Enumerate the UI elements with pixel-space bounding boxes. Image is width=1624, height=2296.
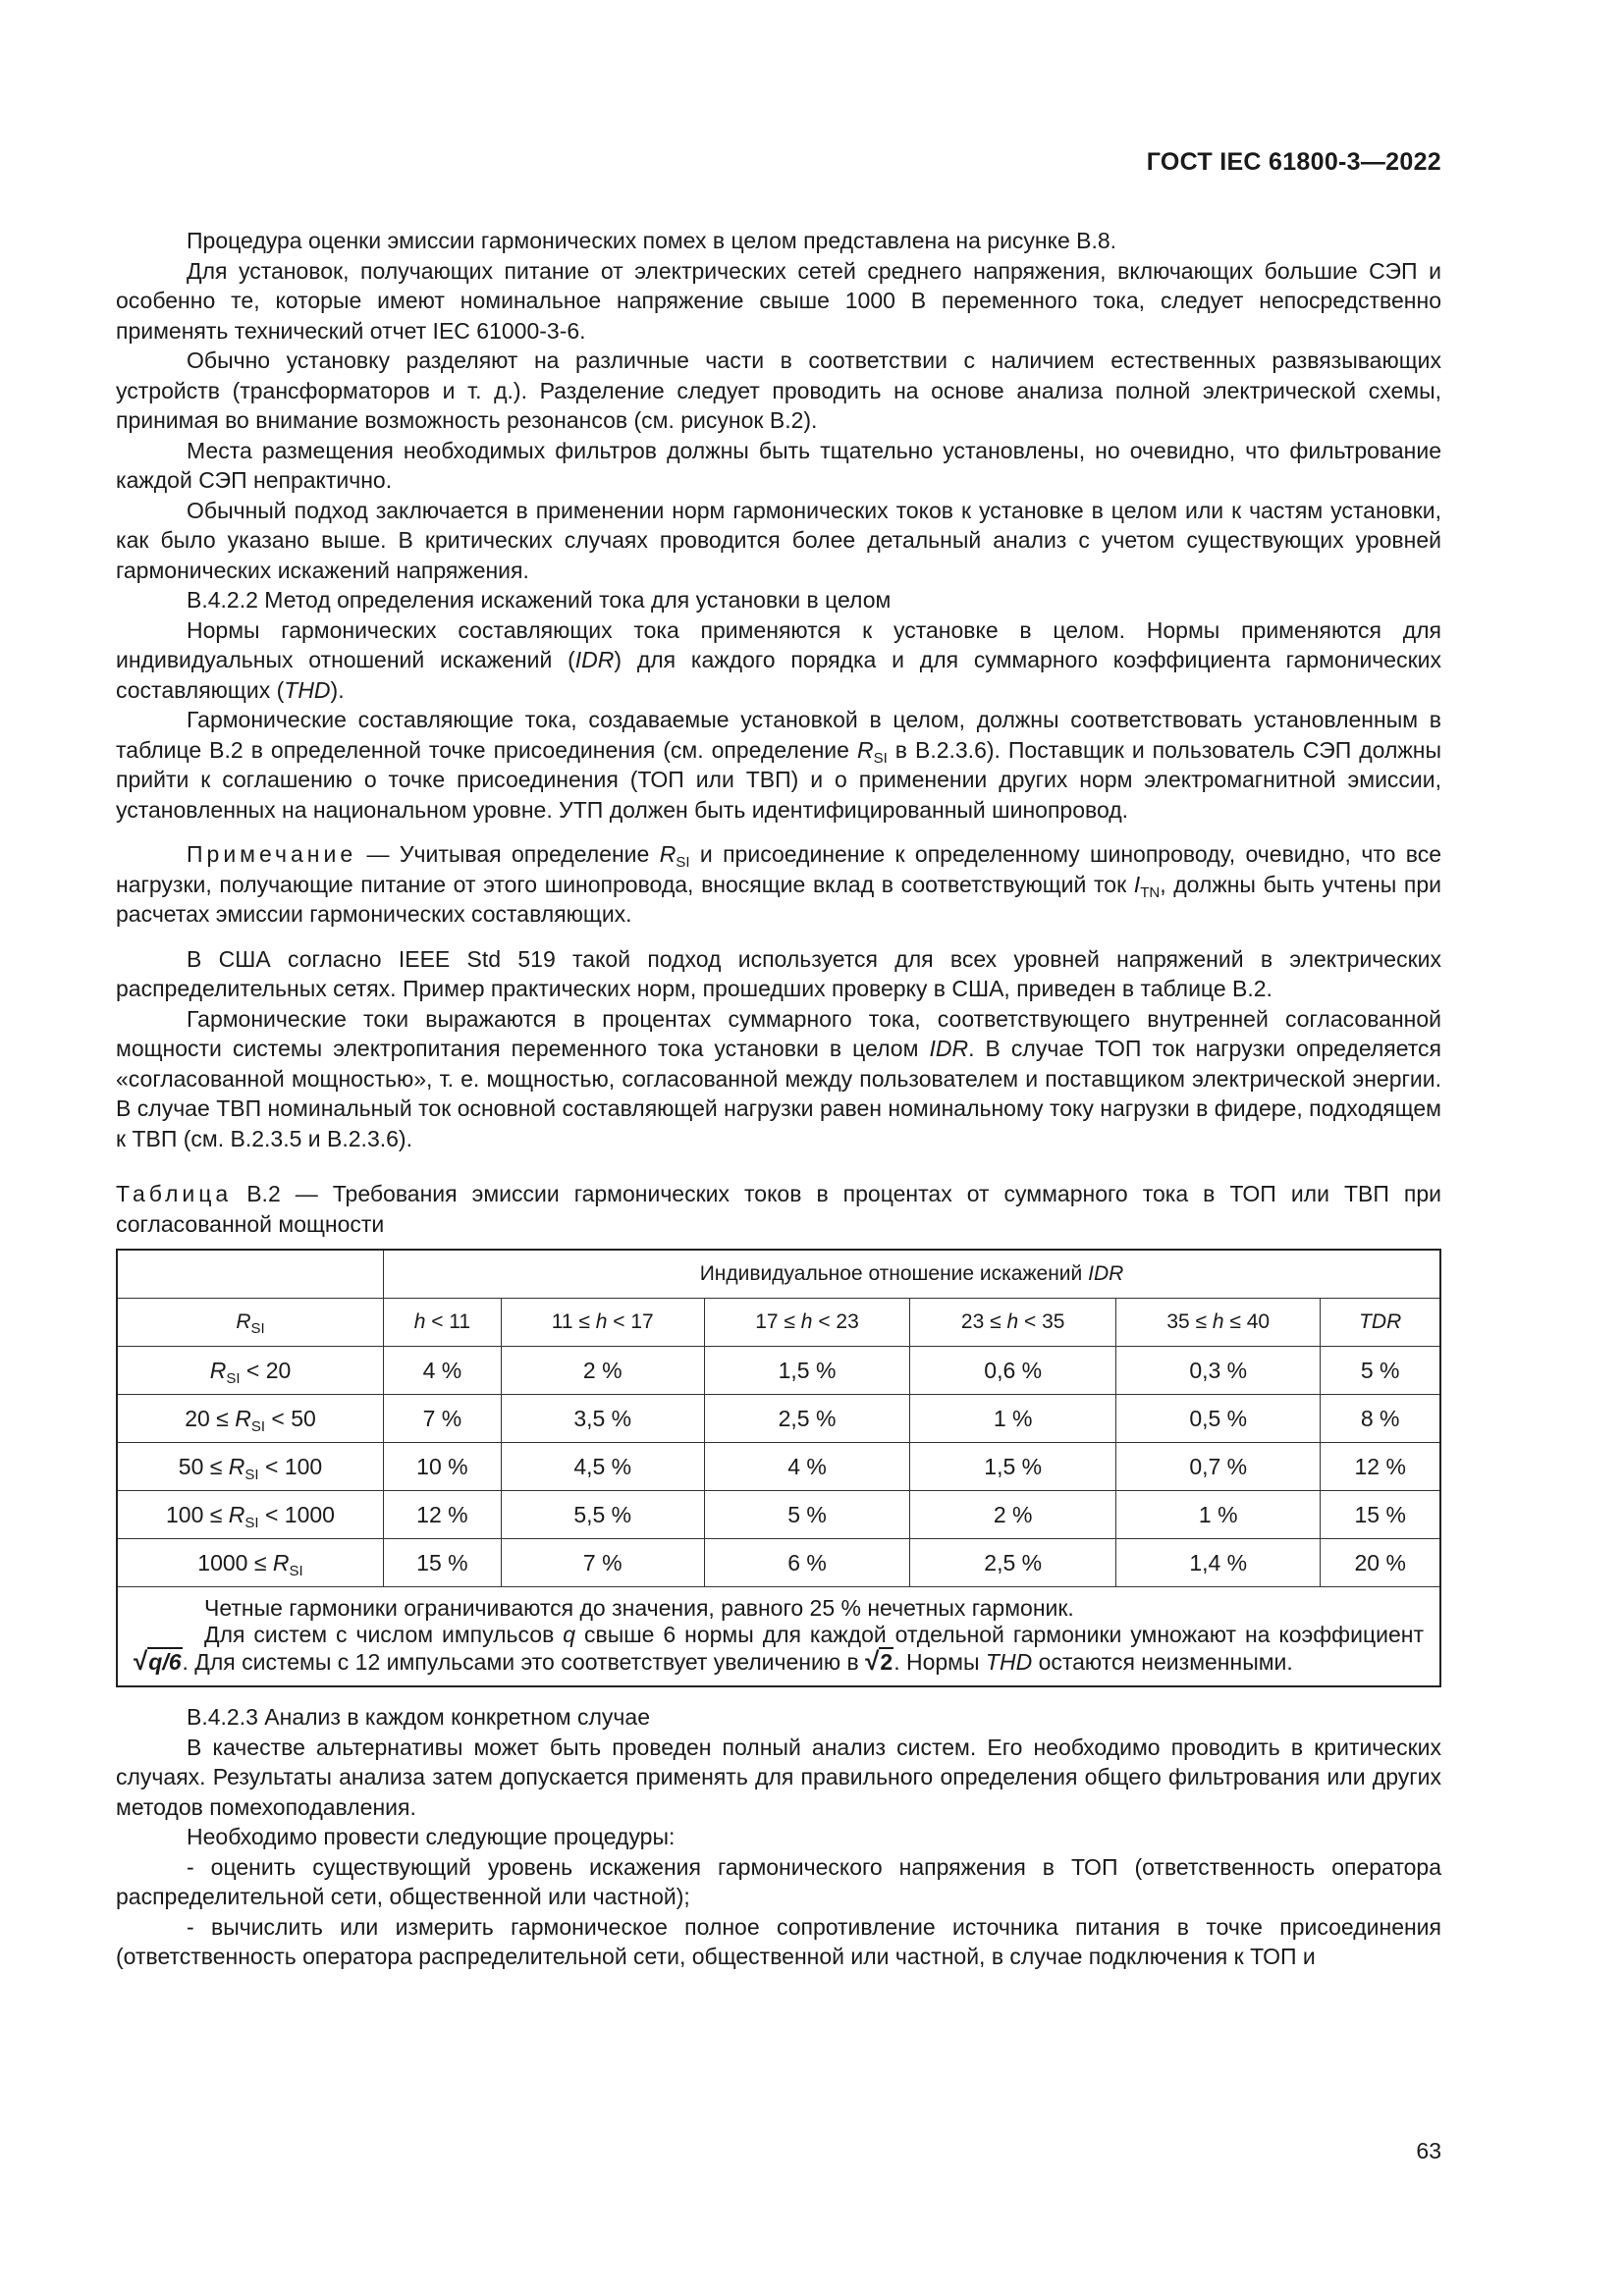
table-header-cell: 11 ≤ h < 17 xyxy=(501,1299,704,1347)
table-row-label: $20 \le R_{SI} < 50$ xyxy=(117,1395,384,1443)
table-cell: 20 % xyxy=(1321,1539,1440,1587)
table-cell: 1,5 % xyxy=(910,1443,1116,1491)
table-header-tdr: TDR xyxy=(1321,1299,1440,1347)
section-heading: В.4.2.2 Метод определения искажений тока для установки в целом xyxy=(187,587,892,613)
table-cell: 10 % xyxy=(384,1443,502,1491)
table-corner-cell xyxy=(117,1250,384,1299)
page-number: 63 xyxy=(1416,2138,1441,2163)
list-item: - оценить существующий уровень искажения гармонического напряжения в ТОП (ответственность оператора распределительной сети, общественной или частной); xyxy=(116,1853,1441,1909)
paragraph: Процедура оценки эмиссии гармонических помех в целом представлена на рисунке В.8. xyxy=(187,228,1117,253)
footnote-line: Четные гармоники ограничиваются до значения, равного 25 % нечетных гармоник. xyxy=(204,1595,1074,1621)
table-cell: 1 % xyxy=(1116,1491,1321,1539)
table-footnote xyxy=(117,1587,1440,1687)
paragraph: В качестве альтернативы может быть проведен полный анализ систем. Его необходимо проводить в критических случаях. Результаты анализа затем допускается применять для правильного определения общего фильтрования или других методов помехоподавления. xyxy=(116,1734,1441,1820)
table-cell: 12 % xyxy=(1321,1443,1440,1491)
table-caption: Таблица В.2 — Требования эмиссии гармонических токов в процентах от суммарного тока в ТОП или ТВП при согласованной мощности xyxy=(116,1181,1441,1237)
table-cell: 12 % xyxy=(384,1491,502,1539)
paragraph: Для установок, получающих питание от электрических сетей среднего напряжения, включающих большие СЭП и особенно те, которые имеют номинальное напряжение свыше 1000 В переменного тока, следует непосредственно применять технический отчет IEC 61000-3-6. xyxy=(116,257,1441,344)
table-cell: 15 % xyxy=(384,1539,502,1587)
table-header-cell: 35 ≤ h ≤ 40 xyxy=(1116,1299,1321,1347)
table-cell: 8 % xyxy=(1321,1395,1440,1443)
table-cell: 3,5 % xyxy=(501,1395,704,1443)
table-cell: 7 % xyxy=(384,1395,502,1443)
table-cell: 2 % xyxy=(501,1347,704,1395)
table-cell: 1,4 % xyxy=(1116,1539,1321,1587)
table-cell: 2 % xyxy=(910,1491,1116,1539)
table-cell: 4 % xyxy=(384,1347,502,1395)
table-header-cell: h < 11 xyxy=(384,1299,502,1347)
paragraph-norms: Нормы гармонических составляющих тока применяются к установке в целом. Нормы применяются для индивидуальных отношений искажений (IDR) для каждого порядка и для суммарного коэффициента гармонических составляющих (THD). xyxy=(116,616,1441,703)
table-cell: 5,5 % xyxy=(501,1491,704,1539)
footnote-line: Для систем с числом импульсов q свыше 6 нормы для каждой отдельной гармоники умножают на коэффициент √q/6. Для системы с 12 импульсами это соответствует увеличению в √2. Нормы THD остаются неизменными. xyxy=(134,1622,1424,1676)
paragraph-usa: В США согласно IEEE Std 519 такой подход используется для всех уровней напряжений в электрических распределительных сетях. Пример практических норм, прошедших проверку в США, приведен в таблице В.2. xyxy=(116,945,1441,1001)
table-cell: 2,5 % xyxy=(704,1395,910,1443)
table-group-header-row xyxy=(117,1250,1440,1299)
table-cell: 5 % xyxy=(1321,1347,1440,1395)
table-row xyxy=(117,1395,1440,1443)
table-footnote-row xyxy=(117,1587,1440,1687)
paragraph: Необходимо провести следующие процедуры: xyxy=(187,1824,676,1849)
table-cell: 2,5 % xyxy=(910,1539,1116,1587)
table-header-cell: 23 ≤ h < 35 xyxy=(910,1299,1116,1347)
paragraph: Обычный подход заключается в применении норм гармонических токов к установке в целом или к частям установки, как было указано выше. В критических случаях проводится более детальный анализ с учетом существующих уровней гармонических искажений напряжения. xyxy=(116,497,1441,583)
table-cell: 15 % xyxy=(1321,1491,1440,1539)
sqrt-q6-formula: √q/6 xyxy=(134,1646,182,1676)
document-header: ГОСТ IEC 61800-3—2022 xyxy=(1146,148,1441,176)
table-cell: 4 % xyxy=(704,1443,910,1491)
sqrt-2-formula: √2 xyxy=(865,1646,893,1676)
table-row xyxy=(117,1491,1440,1539)
table-row xyxy=(117,1347,1440,1395)
table-cell: 1 % xyxy=(910,1395,1116,1443)
note-paragraph: Примечание — Учитывая определение $R_{SI}$ и присоединение к определенному шинопроводу, очевидно, что все нагрузки, получающие питание от этого шинопровода, вносящие вклад в соответствующий ток $I_{TN}$, должны быть учтены при расчетах эмиссии гармонических составляющих. xyxy=(116,841,1442,927)
table-cell: 0,6 % xyxy=(910,1347,1116,1395)
table-group-header: Индивидуальное отношение искажений IDR xyxy=(384,1250,1441,1299)
note-label: Примечание xyxy=(187,841,357,867)
table-cell: 0,5 % xyxy=(1116,1395,1321,1443)
paragraph-harmonics: Гармонические токи выражаются в процентах суммарного тока, соответствующего внутренней согласованной мощности системы электропитания переменного тока установки в целом IDR. В случае ТОП ток нагрузки определяется «согласованной мощностью», т. е. мощностью, согласованной между пользователем и поставщиком электрической энергии. В случае ТВП номинальный ток основной составляющей нагрузки равен номинальному току нагрузки в фидере, подходящем к ТВП (см. В.2.3.5 и В.2.3.6). xyxy=(116,1005,1441,1151)
table-cell: 6 % xyxy=(704,1539,910,1587)
harmonic-limits-table xyxy=(116,1249,1441,1687)
table-row-label: $100 \le R_{SI} < 1000$ xyxy=(117,1491,384,1539)
table-cell: 1,5 % xyxy=(704,1347,910,1395)
table-header-row xyxy=(117,1299,1440,1347)
page-body xyxy=(116,226,1441,1972)
table-row-label: $R_{SI} < 20$ xyxy=(117,1347,384,1395)
paragraph: Обычно установку разделяют на различные части в соответствии с наличием естественных развязывающих устройств (трансформаторов и т. д.). Разделение следует проводить на основе анализа полной электрической схемы, принимая во внимание возможность резонансов (см. рисунок В.2). xyxy=(116,347,1441,433)
table-cell: 0,7 % xyxy=(1116,1443,1321,1491)
table-row-label: $50 \le R_{SI} < 100$ xyxy=(117,1443,384,1491)
paragraph-components: Гармонические составляющие тока, создаваемые установкой в целом, должны соответствовать установленным в таблице В.2 в определенной точке присоединения (см. определение $R_{SI}$ в В.2.3.6). Поставщик и пользователь СЭП должны прийти к соглашению о точке присоединения (ТОП или ТВП) и о применении других норм электромагнитной эмиссии, установленных на национальном уровне. УТП должен быть идентифицированный шинопровод. xyxy=(116,707,1442,823)
table-header-rsi: $R_{SI}$ xyxy=(117,1299,384,1347)
table-cell: 0,3 % xyxy=(1116,1347,1321,1395)
table-cell: 4,5 % xyxy=(501,1443,704,1491)
table-cell: 5 % xyxy=(704,1491,910,1539)
table-row-label: $1000 \le R_{SI}$ xyxy=(117,1539,384,1587)
table-row xyxy=(117,1539,1440,1587)
table-header-cell: 17 ≤ h < 23 xyxy=(704,1299,910,1347)
table-cell: 7 % xyxy=(501,1539,704,1587)
paragraph: Места размещения необходимых фильтров должны быть тщательно установлены, но очевидно, что фильтрование каждой СЭП непрактично. xyxy=(116,437,1441,493)
table-row xyxy=(117,1443,1440,1491)
section-heading: В.4.2.3 Анализ в каждом конкретном случае xyxy=(187,1704,650,1730)
list-item: - вычислить или измерить гармоническое полное сопротивление источника питания в точке присоединения (ответственность оператора распределительной сети, общественной или частной, в случае подключения к ТОП и xyxy=(116,1913,1441,1969)
